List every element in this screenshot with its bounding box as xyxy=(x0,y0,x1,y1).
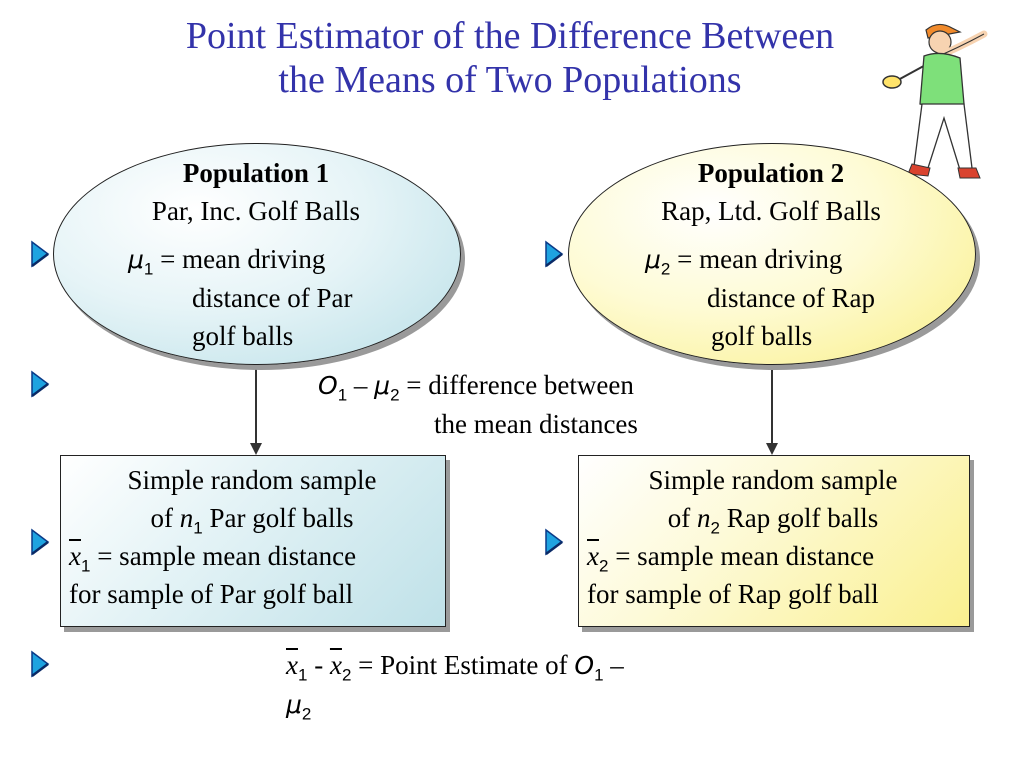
population-2-desc-3: golf balls xyxy=(711,321,813,351)
o-subscript: 1 xyxy=(594,665,604,685)
mu-symbol: μ xyxy=(286,690,302,719)
dash-sign: - xyxy=(307,650,330,680)
mu-symbol: μ xyxy=(128,245,144,274)
slide-title xyxy=(70,14,950,102)
population-1-mean-def xyxy=(128,240,352,355)
population-2-desc-1: = mean driving xyxy=(670,244,843,274)
point-estimate-text: = Point Estimate of xyxy=(351,650,575,680)
sample-2-text xyxy=(578,461,968,613)
xbar-subscript: 2 xyxy=(598,556,609,576)
mu-subscript: 2 xyxy=(390,385,400,405)
sample-2-rest: Rap golf balls xyxy=(719,503,879,533)
population-1-name: Par, Inc. Golf Balls xyxy=(151,196,361,226)
population-2-heading: Population 2 xyxy=(697,158,845,188)
sample-2-line-3 xyxy=(578,537,968,575)
point-estimate xyxy=(286,646,624,724)
mu-subscript: 1 xyxy=(143,259,154,279)
difference-text-1: = difference between xyxy=(399,370,634,400)
xbar-symbol: $\overline{x}$ xyxy=(587,541,599,571)
sample-1-line-3 xyxy=(60,537,444,575)
arrow-pop1-to-sample1 xyxy=(255,365,257,443)
n-symbol: n xyxy=(697,503,711,533)
sample-2-line-1: Simple random sample xyxy=(648,465,898,495)
difference-definition xyxy=(318,366,638,443)
xbar-subscript: 1 xyxy=(80,556,91,576)
mu-subscript: 2 xyxy=(660,259,671,279)
minus-sign: – xyxy=(347,370,375,400)
xbar-symbol: $\overline{x}$ xyxy=(69,541,81,571)
n-subscript: 1 xyxy=(193,518,203,538)
sample-1-line-1: Simple random sample xyxy=(127,465,377,495)
sample-1-rest: Par golf balls xyxy=(202,503,354,533)
minus-sign: – xyxy=(603,650,624,680)
o-symbol: O xyxy=(318,371,338,400)
n-subscript: 2 xyxy=(710,518,720,538)
mu-symbol: μ xyxy=(645,245,661,274)
n-symbol: n xyxy=(179,503,194,533)
sample-1-line-4: for sample of Par golf ball xyxy=(69,579,354,609)
population-2-desc-2: distance of Rap xyxy=(707,283,875,313)
population-1-heading: Population 1 xyxy=(182,158,330,188)
triangle-bullet-icon xyxy=(544,240,564,268)
difference-text-2: the mean distances xyxy=(434,409,638,439)
title-line-1: Point Estimator of the Difference Between xyxy=(185,15,835,57)
title-line-2: the Means of Two Populations xyxy=(278,59,742,101)
population-1-text xyxy=(53,154,459,230)
mu-symbol: μ xyxy=(374,371,391,400)
sample-2-line-2 xyxy=(578,499,968,537)
arrow-pop2-to-sample2 xyxy=(771,365,773,443)
triangle-bullet-icon xyxy=(544,528,564,556)
population-1-desc-2: distance of Par xyxy=(192,283,353,313)
triangle-bullet-icon xyxy=(30,370,50,398)
xbar-2-subscript: 2 xyxy=(341,665,352,685)
triangle-bullet-icon xyxy=(30,650,50,678)
xbar-2-symbol: $\overline{x}$ xyxy=(329,650,342,680)
population-2-text xyxy=(568,154,974,230)
sample-2-mean-text: = sample mean distance xyxy=(608,541,875,571)
o-subscript: 1 xyxy=(337,385,348,405)
population-1-desc-3: golf balls xyxy=(192,321,294,351)
xbar-1-subscript: 1 xyxy=(297,665,308,685)
population-2-name: Rap, Ltd. Golf Balls xyxy=(661,196,881,226)
of-text: of xyxy=(667,503,698,533)
xbar-1-symbol: $\overline{x}$ xyxy=(286,650,298,680)
of-text: of xyxy=(150,503,180,533)
o-symbol: O xyxy=(574,651,595,680)
mu-subscript: 2 xyxy=(301,704,312,724)
sample-1-text xyxy=(60,461,444,613)
arrowhead-1 xyxy=(250,443,262,455)
population-1-desc-1: = mean driving xyxy=(153,244,326,274)
sample-1-line-2 xyxy=(60,499,444,537)
triangle-bullet-icon xyxy=(30,240,50,268)
population-2-mean-def xyxy=(645,240,875,355)
arrowhead-2 xyxy=(766,443,778,455)
sample-2-line-4: for sample of Rap golf ball xyxy=(587,579,879,609)
triangle-bullet-icon xyxy=(30,528,50,556)
sample-1-mean-text: = sample mean distance xyxy=(90,541,357,571)
